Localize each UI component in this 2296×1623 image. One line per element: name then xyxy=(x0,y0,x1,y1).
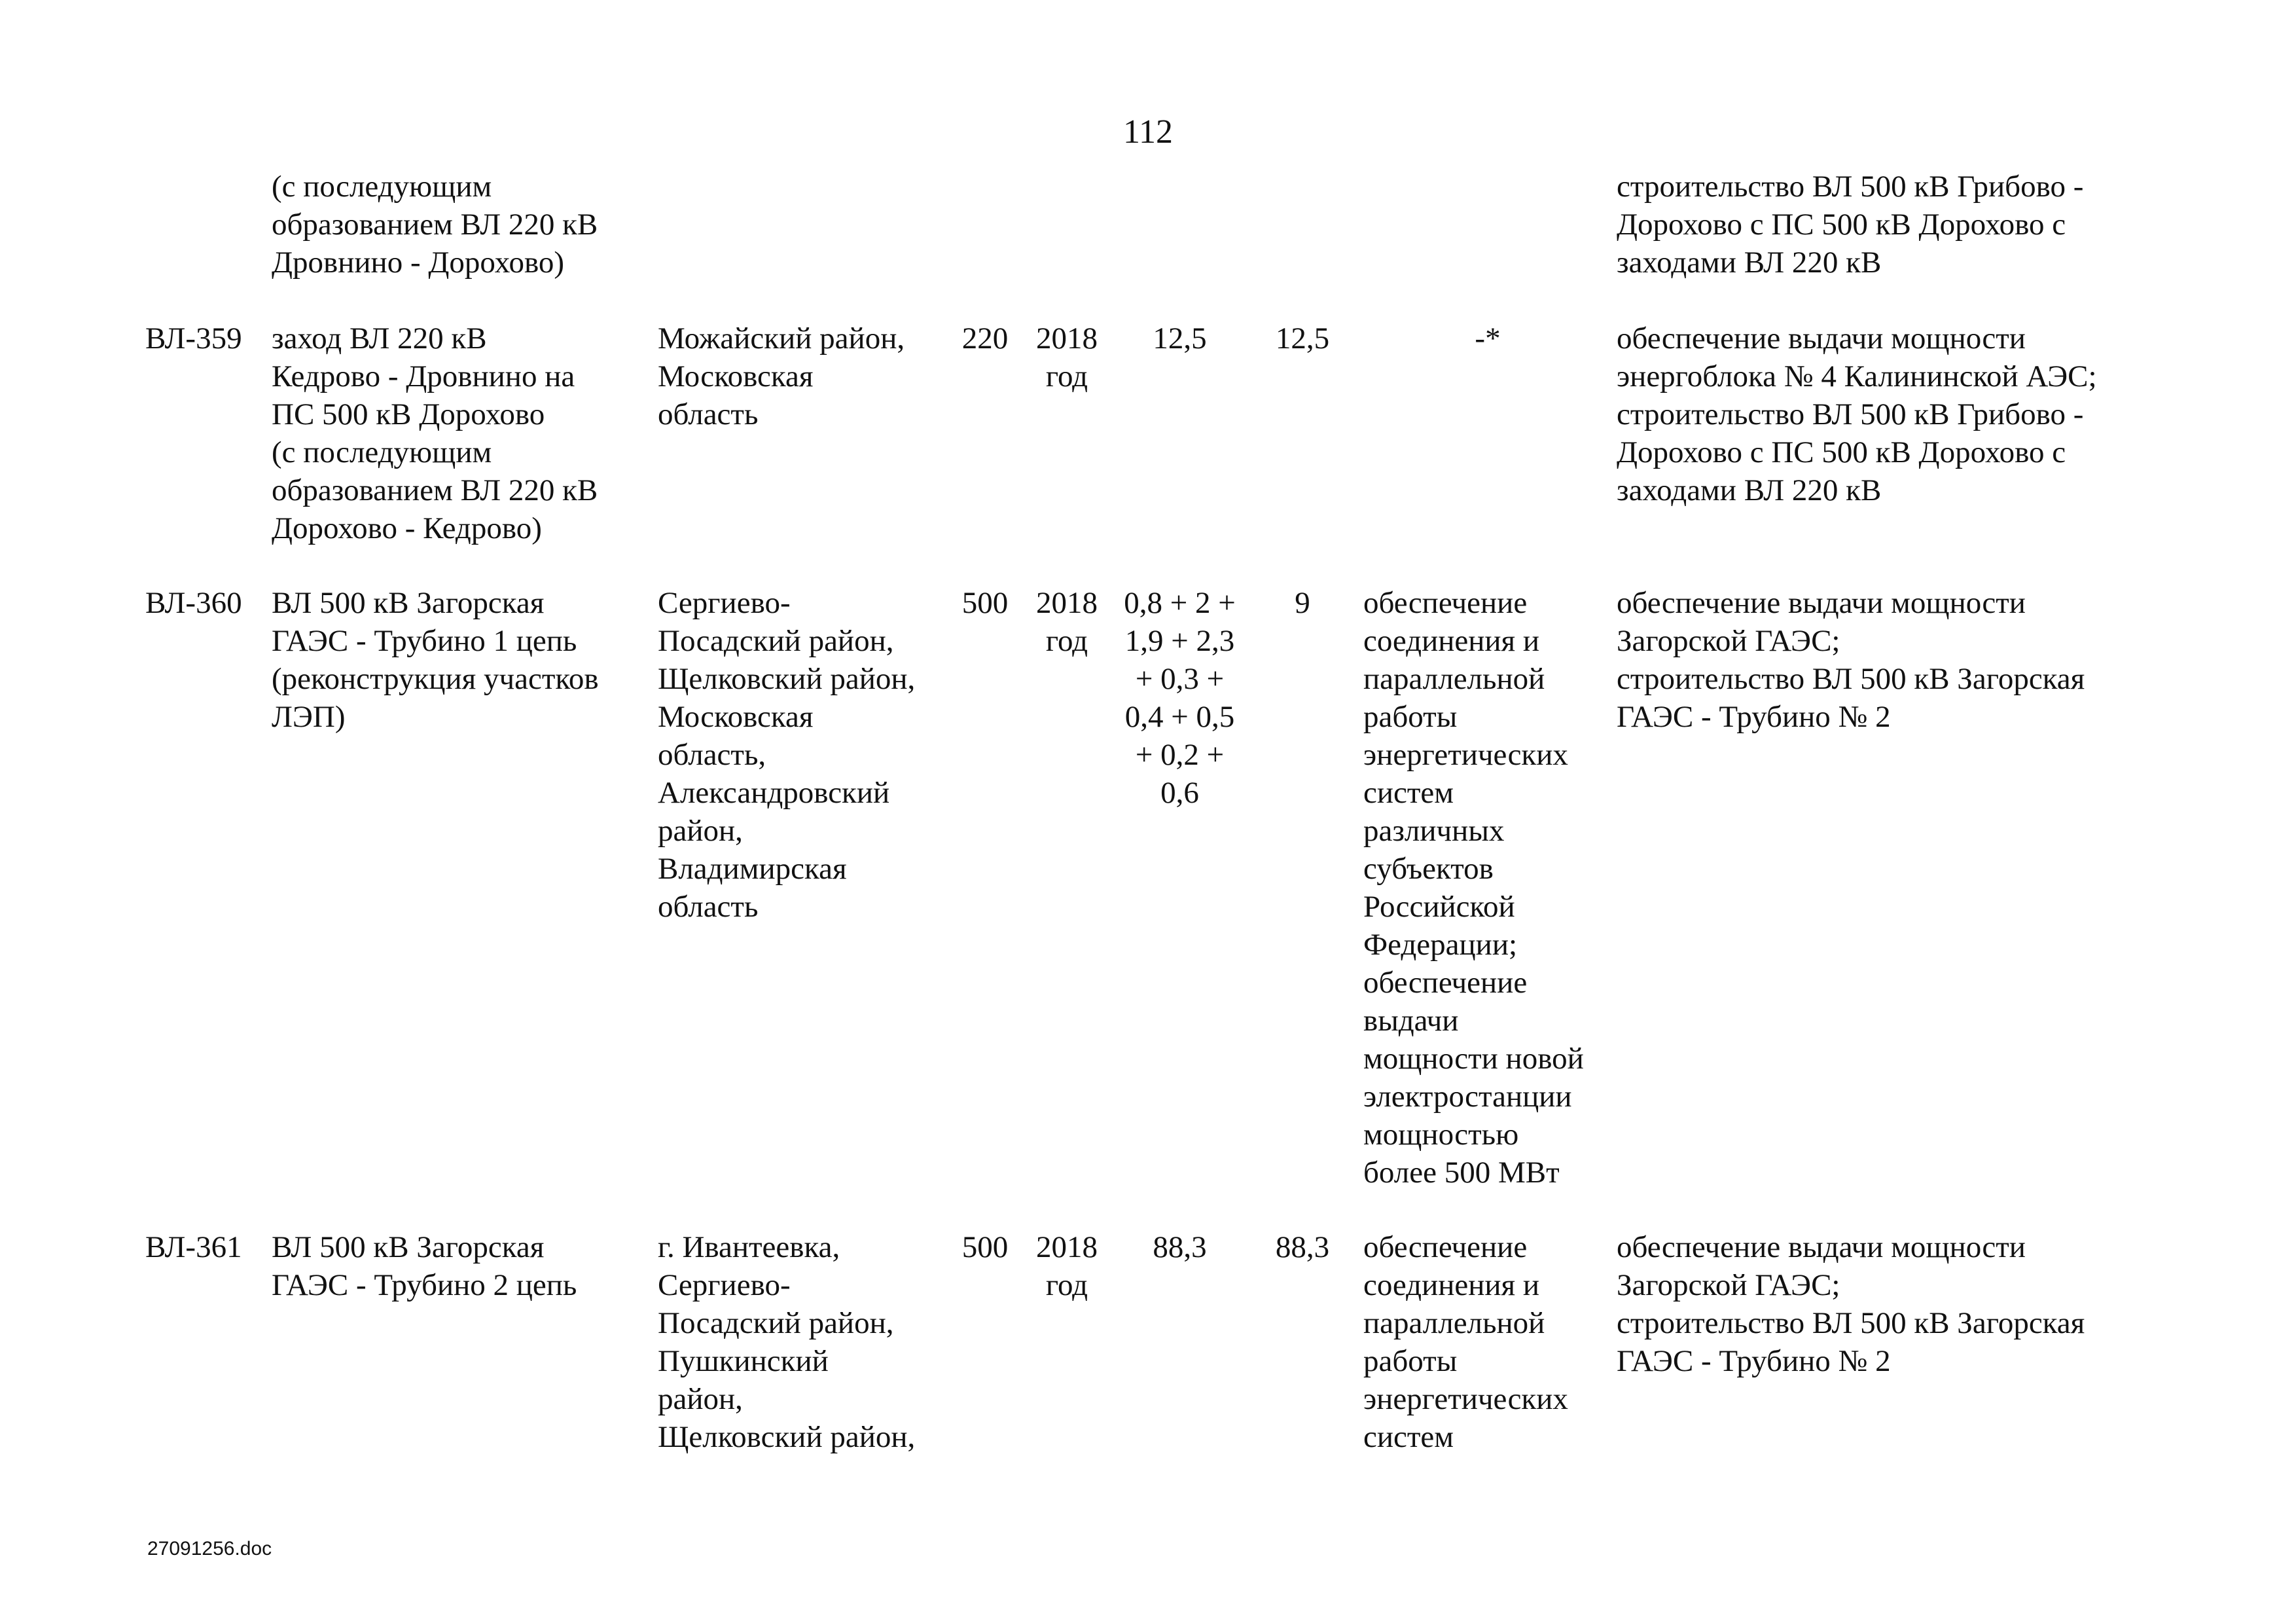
line-length-total: 9 xyxy=(1295,586,1310,620)
line-year: 2018 год xyxy=(1036,321,1098,393)
line-justification: строительство ВЛ 500 кВ Грибово - Дорохово с ПС 500 кВ Дорохово с заходами ВЛ 220 кВ xyxy=(1617,170,2084,280)
document-filename: 27091256.doc xyxy=(147,1538,272,1559)
line-justification: обеспечение выдачи мощности Загорской ГАЭС; строительство ВЛ 500 кВ Загорская ГАЭС - Трубино № 2 xyxy=(1617,586,2085,734)
line-region: г. Ивантеевка, Сергиево- Посадский район, Пушкинский район, Щелковский район, xyxy=(658,1230,916,1454)
line-justification: обеспечение выдачи мощности Загорской ГАЭС; строительство ВЛ 500 кВ Загорская ГАЭС - Трубино № 2 xyxy=(1617,1230,2085,1378)
line-name: заход ВЛ 220 кВ Кедрово - Дровнино на ПС 500 кВ Дорохово (с последующим образованием ВЛ 220 кВ Дорохово - Кедрово) xyxy=(272,321,598,545)
line-voltage: 500 xyxy=(961,586,1009,620)
line-name: (с последующим образованием ВЛ 220 кВ Дровнино - Дорохово) xyxy=(272,170,598,280)
line-length-sections: 12,5 xyxy=(1153,321,1207,356)
line-code: ВЛ-361 xyxy=(145,1230,242,1264)
line-length-sections: 0,8 + 2 + 1,9 + 2,3 + 0,3 + 0,4 + 0,5 + 0,2 + 0,6 xyxy=(1124,586,1236,810)
line-length-sections: 88,3 xyxy=(1153,1230,1207,1264)
line-code: ВЛ-359 xyxy=(145,321,242,356)
line-voltage: 500 xyxy=(961,1230,1009,1264)
line-region: Сергиево- Посадский район, Щелковский район, Московская область, Александровский район, Владимирская область xyxy=(658,586,916,924)
line-length-total: 12,5 xyxy=(1275,321,1330,356)
line-code: ВЛ-360 xyxy=(145,586,242,620)
line-name: ВЛ 500 кВ Загорская ГАЭС - Трубино 1 цепь (реконструкция участков ЛЭП) xyxy=(272,586,599,734)
line-purpose: обеспечение соединения и параллельной работы энергетических систем xyxy=(1363,1230,1568,1454)
page-number: 112 xyxy=(1122,113,1174,151)
line-name: ВЛ 500 кВ Загорская ГАЭС - Трубино 2 цепь xyxy=(272,1230,577,1302)
line-length-total: 88,3 xyxy=(1275,1230,1330,1264)
line-region: Можайский район, Московская область xyxy=(658,321,905,431)
line-justification: обеспечение выдачи мощности энергоблока № 4 Калининской АЭС; строительство ВЛ 500 кВ Грибово - Дорохово с ПС 500 кВ Дорохово с заходами ВЛ 220 кВ xyxy=(1617,321,2097,507)
line-voltage: 220 xyxy=(961,321,1009,356)
line-purpose: обеспечение соединения и параллельной работы энергетических систем различных субъектов Российской Федерации; обеспечение выдачи мощности новой электростанции мощностью более 500 МВт xyxy=(1363,586,1584,1190)
line-year: 2018 год xyxy=(1036,586,1098,658)
line-year: 2018 год xyxy=(1036,1230,1098,1302)
line-purpose: -* xyxy=(1475,321,1501,356)
